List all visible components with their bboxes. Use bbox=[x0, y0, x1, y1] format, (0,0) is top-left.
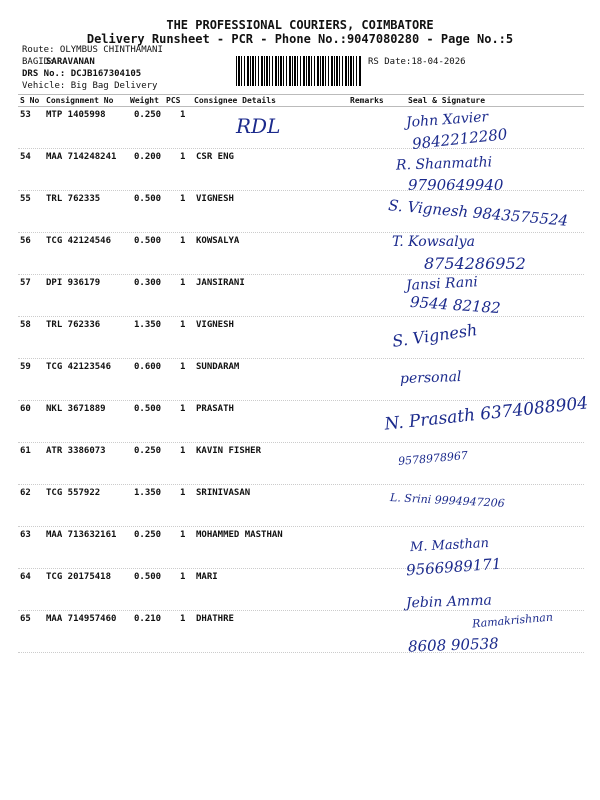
row-cons: TCG 42124546 bbox=[46, 236, 112, 246]
row-sno: 62 bbox=[20, 488, 31, 498]
runsheet-subtitle: Delivery Runsheet - PCR - Phone No.:9047080280 - Page No.:5 bbox=[86, 32, 514, 46]
row-weight: 0.500 bbox=[134, 404, 162, 414]
row-weight: 0.600 bbox=[134, 362, 162, 372]
row-sno: 58 bbox=[20, 320, 31, 330]
row-consignee: PRASATH bbox=[196, 404, 234, 414]
row-cons: ATR 3386073 bbox=[46, 446, 106, 456]
row-pcs: 1 bbox=[180, 572, 186, 582]
row-weight: 0.300 bbox=[134, 278, 162, 288]
row-consignee: MOHAMMED MASTHAN bbox=[196, 530, 283, 540]
row-weight: 0.500 bbox=[134, 572, 162, 582]
row-sno: 56 bbox=[20, 236, 31, 246]
row-pcs: 1 bbox=[180, 488, 186, 498]
signature-57-phone: 9544 82182 bbox=[409, 292, 502, 318]
row-pcs: 1 bbox=[180, 614, 186, 624]
row-consignee: CSR ENG bbox=[196, 152, 234, 162]
row-divider bbox=[18, 442, 584, 443]
row-consignee: KAVIN FISHER bbox=[196, 446, 262, 456]
row-divider bbox=[18, 484, 584, 485]
signature-65: 8608 90538 bbox=[407, 634, 499, 656]
col-signature: Seal & Signature bbox=[408, 96, 486, 105]
vehicle-label: Vehicle: Big Bag Delivery bbox=[22, 81, 158, 91]
col-consignment: Consignment No bbox=[46, 96, 114, 105]
row-consignee: VIGNESH bbox=[196, 320, 234, 330]
signature-58: S. Vignesh bbox=[391, 320, 479, 351]
row-divider bbox=[18, 358, 584, 359]
signature-63-phone: 9566989171 bbox=[405, 554, 502, 580]
row-divider bbox=[18, 148, 584, 149]
signature-62: L. Srini 9994947206 bbox=[389, 491, 505, 510]
row-cons: TRL 762336 bbox=[46, 320, 101, 330]
signature-59: personal bbox=[399, 368, 462, 388]
row-weight: 1.350 bbox=[134, 320, 162, 330]
col-consignee: Consignee Details bbox=[194, 96, 276, 105]
handwritten-remark: RDL bbox=[236, 114, 281, 138]
row-weight: 0.250 bbox=[134, 110, 162, 120]
row-consignee: SUNDARAM bbox=[196, 362, 240, 372]
row-weight: 0.210 bbox=[134, 614, 162, 624]
row-sno: 64 bbox=[20, 572, 31, 582]
row-consignee: JANSIRANI bbox=[196, 278, 245, 288]
row-cons: MAA 714957460 bbox=[46, 614, 117, 624]
row-weight: 0.500 bbox=[134, 194, 162, 204]
company-title: THE PROFESSIONAL COURIERS, COIMBATORE bbox=[166, 18, 434, 32]
col-pcs: PCS bbox=[166, 96, 181, 105]
signature-56-name: T. Kowsalya bbox=[392, 234, 475, 250]
row-sno: 59 bbox=[20, 362, 31, 372]
row-sno: 65 bbox=[20, 614, 31, 624]
row-cons: NKL 3671889 bbox=[46, 404, 106, 414]
drs-number: DRS No.: DCJB167304105 bbox=[22, 69, 142, 79]
row-weight: 0.500 bbox=[134, 236, 162, 246]
row-pcs: 1 bbox=[180, 152, 186, 162]
signature-60: N. Prasath 6374088904 bbox=[383, 393, 589, 435]
row-weight: 0.250 bbox=[134, 446, 162, 456]
row-cons: MAA 714248241 bbox=[46, 152, 117, 162]
route-label: Route: OLYMBUS CHINTHAMANI bbox=[22, 45, 163, 55]
row-consignee: KOWSALYA bbox=[196, 236, 240, 246]
rs-date: RS Date:18-04-2026 bbox=[368, 57, 466, 67]
barcode bbox=[236, 56, 362, 86]
row-pcs: 1 bbox=[180, 236, 186, 246]
signature-54-phone: 9790649940 bbox=[408, 176, 504, 194]
row-consignee: MARI bbox=[196, 572, 218, 582]
row-pcs: 1 bbox=[180, 278, 186, 288]
signature-55: S. Vignesh 9843575524 bbox=[387, 196, 569, 230]
row-sno: 61 bbox=[20, 446, 31, 456]
row-cons: TCG 20175418 bbox=[46, 572, 112, 582]
signature-64-extra: Ramakrishnan bbox=[471, 610, 554, 631]
signature-56-phone: 8754286952 bbox=[424, 254, 526, 273]
row-consignee: SRINIVASAN bbox=[196, 488, 251, 498]
signature-61: 9578978967 bbox=[397, 448, 469, 469]
row-cons: MAA 713632161 bbox=[46, 530, 117, 540]
row-consignee: DHATHRE bbox=[196, 614, 234, 624]
row-sno: 55 bbox=[20, 194, 31, 204]
row-divider bbox=[18, 652, 584, 653]
row-pcs: 1 bbox=[180, 320, 186, 330]
row-divider bbox=[18, 610, 584, 611]
signature-63-name: M. Masthan bbox=[409, 535, 490, 556]
row-sno: 54 bbox=[20, 152, 31, 162]
signature-64-name: Jebin Amma bbox=[405, 592, 493, 612]
staff-name: SARAVANAN bbox=[46, 57, 95, 67]
col-weight: Weight bbox=[130, 96, 159, 105]
signature-54-name: R. Shanmathi bbox=[395, 154, 493, 174]
row-cons: DPI 936179 bbox=[46, 278, 101, 288]
row-cons: TCG 557922 bbox=[46, 488, 101, 498]
row-divider bbox=[18, 274, 584, 275]
row-consignee: VIGNESH bbox=[196, 194, 234, 204]
row-pcs: 1 bbox=[180, 446, 186, 456]
row-pcs: 1 bbox=[180, 530, 186, 540]
row-weight: 1.350 bbox=[134, 488, 162, 498]
row-pcs: 1 bbox=[180, 404, 186, 414]
col-sno: S No bbox=[20, 96, 40, 105]
row-cons: TRL 762335 bbox=[46, 194, 101, 204]
row-pcs: 1 bbox=[180, 194, 186, 204]
signature-57-name: Jansi Rani bbox=[405, 274, 479, 294]
row-sno: 60 bbox=[20, 404, 31, 414]
row-divider bbox=[18, 526, 584, 527]
row-pcs: 1 bbox=[180, 362, 186, 372]
row-divider bbox=[18, 232, 584, 233]
row-pcs: 1 bbox=[180, 110, 186, 120]
row-weight: 0.250 bbox=[134, 530, 162, 540]
row-sno: 53 bbox=[20, 110, 31, 120]
col-remarks: Remarks bbox=[350, 96, 384, 105]
row-divider bbox=[18, 400, 584, 401]
row-cons: TCG 42123546 bbox=[46, 362, 112, 372]
signature-53-phone: 9842212280 bbox=[411, 125, 509, 153]
row-cons: MTP 1405998 bbox=[46, 110, 106, 120]
row-sno: 57 bbox=[20, 278, 31, 288]
bagid-label: BAGID: bbox=[22, 57, 55, 67]
row-sno: 63 bbox=[20, 530, 31, 540]
row-weight: 0.200 bbox=[134, 152, 162, 162]
signature-53-name: John Xavier bbox=[405, 109, 489, 131]
